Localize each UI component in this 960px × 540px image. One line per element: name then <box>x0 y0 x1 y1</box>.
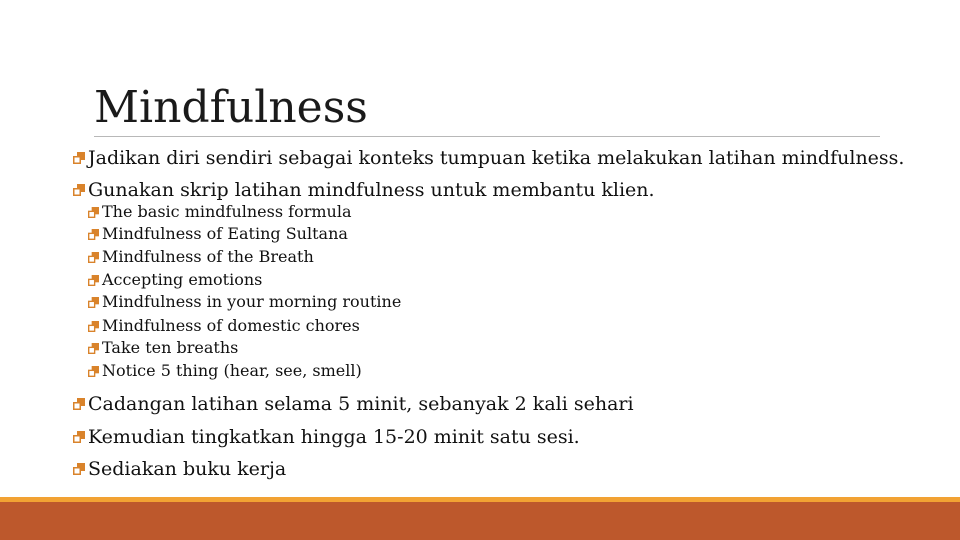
checkbox-square-icon <box>73 431 85 443</box>
sub-bullet-text: Take ten breaths <box>102 338 239 357</box>
checkbox-square-icon <box>73 463 85 475</box>
checkbox-square-icon <box>88 229 99 240</box>
checkbox-square-icon <box>88 275 99 286</box>
sub-bullet-item <box>88 316 360 336</box>
footer-band <box>0 502 960 540</box>
sub-bullet-text: The basic mindfulness formula <box>102 202 352 221</box>
sub-bullet-item <box>88 247 314 267</box>
sub-bullet-text: Mindfulness in your morning routine <box>102 292 402 311</box>
sub-bullet-item <box>88 338 238 358</box>
checkbox-square-icon <box>73 152 85 164</box>
checkbox-square-icon <box>88 252 99 263</box>
checkbox-square-icon <box>88 343 99 354</box>
sub-bullet-text: Notice 5 thing (hear, see, smell) <box>102 361 362 380</box>
bullet-item <box>73 457 286 481</box>
checkbox-square-icon <box>88 207 99 218</box>
sub-bullet-text: Mindfulness of domestic chores <box>102 316 360 335</box>
sub-bullet-item <box>88 361 362 381</box>
bullet-text: Gunakan skrip latihan mindfulness untuk membantu klien. <box>88 179 655 201</box>
bullet-item <box>73 425 580 449</box>
checkbox-square-icon <box>73 398 85 410</box>
bullet-text: Kemudian tingkatkan hingga 15-20 minit satu sesi. <box>88 426 580 448</box>
sub-bullet-text: Mindfulness of the Breath <box>102 247 314 266</box>
sub-bullet-item <box>88 292 401 312</box>
checkbox-square-icon <box>73 184 85 196</box>
sub-bullet-text: Accepting emotions <box>102 270 263 289</box>
bullet-text: Cadangan latihan selama 5 minit, sebanyak 2 kali sehari <box>88 393 634 415</box>
bullet-text: Jadikan diri sendiri sebagai konteks tumpuan ketika melakukan latihan mindfulness. <box>88 147 905 169</box>
sub-bullet-item <box>88 224 348 244</box>
sub-bullet-text: Mindfulness of Eating Sultana <box>102 224 348 243</box>
slide-title: Mindfulness <box>94 82 368 133</box>
bullet-item <box>73 146 904 170</box>
bullet-item <box>73 178 655 202</box>
bullet-text: Sediakan buku kerja <box>88 458 287 480</box>
checkbox-square-icon <box>88 366 99 377</box>
bullet-item <box>73 392 634 416</box>
sub-bullet-item <box>88 270 262 290</box>
checkbox-square-icon <box>88 297 99 308</box>
checkbox-square-icon <box>88 321 99 332</box>
title-divider <box>94 136 880 137</box>
sub-bullet-item <box>88 202 351 222</box>
